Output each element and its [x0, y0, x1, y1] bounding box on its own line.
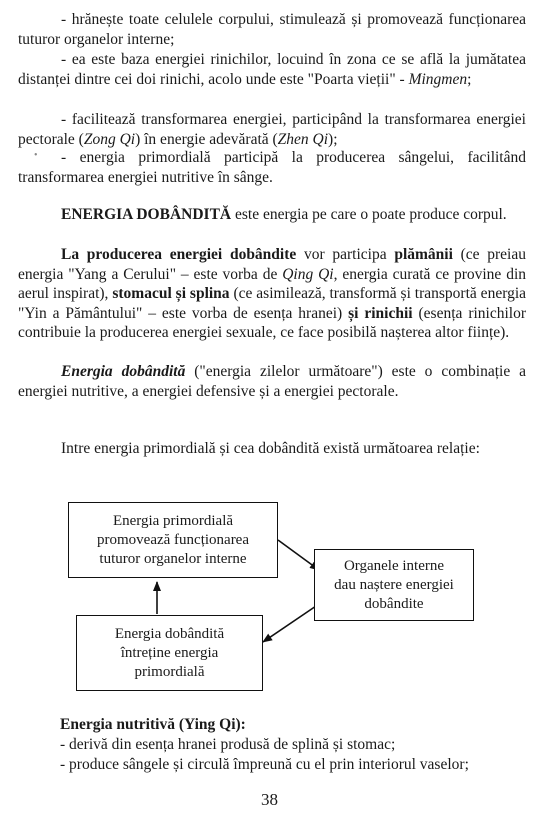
- acquired-energy-definition: ENERGIA DOBÂNDITĂ este energia pe care o poate produce corpul.: [61, 206, 507, 223]
- list-item-kidney-base: - ea este baza energiei rinichilor, locuind în zona ce se află la jumătatea distanței dintre cei doi rinichi, acolo unde este "Poarta vieții" - Mingmen;: [18, 51, 526, 88]
- nutritive-item-blood: - produce sângele și circulă împreună cu el prin interiorul vaselor;: [60, 756, 469, 773]
- print-speck: •: [34, 150, 38, 161]
- page-number: 38: [261, 790, 278, 809]
- arrow-primordial-to-organs: [278, 540, 319, 570]
- box-internal-organs: Organele interne dau naștere energiei dobândite: [314, 549, 474, 621]
- box-primordial-energy: Energia primordială promovează funcționarea tuturor organelor interne: [68, 502, 278, 578]
- arrow-organs-to-acquired: [263, 604, 319, 642]
- list-item-nourishes: - hrănește toate celulele corpului, stimulează și promovează funcționarea tuturor organelor interne;: [18, 11, 526, 48]
- nutritive-energy-heading: Energia nutritivă (Ying Qi):: [60, 716, 246, 733]
- nutritive-item-essence: - derivă din esența hranei produsă de splină și stomac;: [60, 736, 396, 753]
- acquired-energy-combination: Energia dobândită ("energia zilelor următoare") este o combinație a energiei nutritive, a energiei defensive și a energiei pectorale.: [18, 363, 526, 400]
- relation-intro: Intre energia primordială și cea dobândită există următoarea relație:: [61, 440, 480, 457]
- list-item-blood: - energia primordială participă la producerea sângelui, facilitând transformarea energiei nutritive în sânge.: [18, 149, 526, 186]
- list-item-transformation: - facilitează transformarea energiei, participând la transformarea energiei pectorale (Zong Qi) în energie adevărată (Zhen Qi);: [18, 111, 526, 148]
- acquired-energy-production: La producerea energiei dobândite vor participa plămânii (ce preiau energia "Yang a Cerului" – este vorba de Qing Qi, energia curată ce provine din aerul inspirat), stomacul și splina (ce asimilează, transformă și transportă energia "Yin a Pământului" – este vorba de esența hranei) și rinichii (esența rinichilor contribuie la producerea energiei sexuale, ce face posibilă nașterea altor ființe).: [18, 246, 527, 342]
- box-acquired-energy: Energia dobândită întreține energia primordială: [76, 615, 263, 691]
- acquired-energy-heading: ENERGIA DOBÂNDITĂ: [61, 206, 232, 223]
